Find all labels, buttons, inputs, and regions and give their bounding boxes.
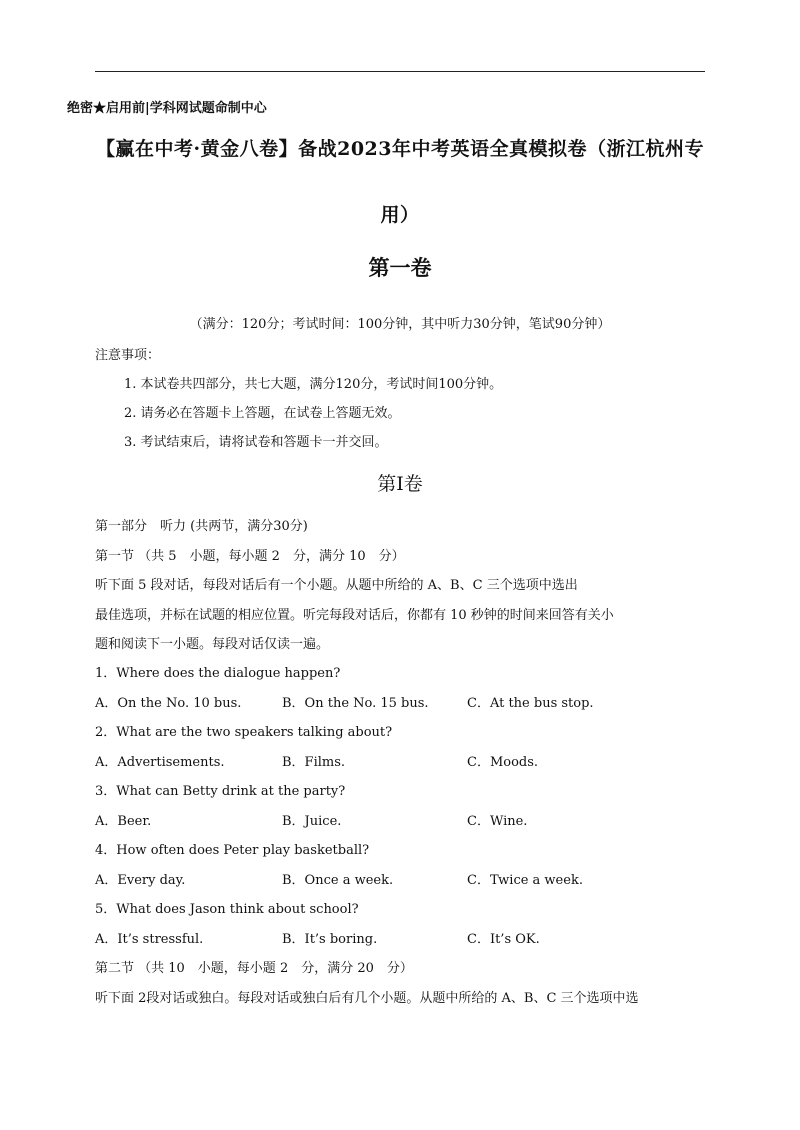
option-c: C．At the bus stop. — [467, 696, 594, 711]
option-a: A．It’s stressful. — [95, 932, 204, 947]
header-note: 绝密★启用前|学科网试题命制中心 — [67, 101, 267, 116]
exam-title-line1: 【赢在中考·黄金八卷】备战2023年中考英语全真模拟卷（浙江杭州专 — [96, 138, 704, 160]
option-c: C．Moods. — [467, 755, 539, 770]
option-a: A．On the No. 10 bus. — [95, 696, 242, 711]
notice-item: 1. 本试卷共四部分，共七大题，满分120分，考试时间100分钟。 — [124, 377, 503, 392]
section1-instruction: 听下面 5 段对话，每段对话后有一个小题。从题中所给的 A、B、C 三个选项中选出 — [95, 578, 578, 593]
part1-heading: 第一部分 听力 (共两节，满分30分) — [95, 519, 308, 534]
question-stem: 4．How often does Peter play basketball? — [95, 843, 370, 858]
notice-title: 注意事项： — [95, 348, 161, 363]
notice-item: 2. 请务必在答题卡上答题，在试卷上答题无效。 — [124, 406, 401, 421]
section2-heading: 第二节 （共 10 小题，每小题 2 分，满分 20 分） — [95, 961, 413, 976]
option-c: C．Wine. — [467, 814, 528, 829]
option-c: C．It’s OK. — [467, 932, 540, 947]
section1-instruction: 题和阅读下一小题。每段对话仅读一遍。 — [95, 637, 330, 652]
option-b: B．Once a week. — [282, 873, 394, 888]
question-stem: 3．What can Betty drink at the party? — [95, 784, 346, 799]
option-a: A．Beer. — [95, 814, 152, 829]
volume-heading: 第一卷 — [368, 255, 432, 280]
section1-instruction: 最佳选项，并标在试题的相应位置。听完每段对话后，你都有 10 秒钟的时间来回答有关小 — [95, 608, 614, 623]
top-rule — [95, 71, 705, 72]
part-volume-heading: 第I卷 — [377, 473, 423, 495]
section2-instruction: 听下面 2段对话或独白。每段对话或独白后有几个小题。从题中所给的 A、B、C 三个选项中选 — [95, 991, 639, 1006]
option-b: B．It’s boring. — [282, 932, 378, 947]
exam-title-line2: 用） — [380, 204, 420, 226]
exam-info: （满分：120分；考试时间：100分钟，其中听力30分钟，笔试90分钟） — [189, 317, 611, 332]
option-a: A．Advertisements. — [95, 755, 225, 770]
option-a: A．Every day. — [95, 873, 186, 888]
question-stem: 2．What are the two speakers talking about? — [95, 725, 393, 740]
option-b: B．On the No. 15 bus. — [282, 696, 429, 711]
question-stem: 5．What does Jason think about school? — [95, 902, 359, 917]
option-c: C．Twice a week. — [467, 873, 583, 888]
option-b: B．Films. — [282, 755, 346, 770]
notice-item: 3. 考试结束后，请将试卷和答题卡一并交回。 — [124, 435, 388, 450]
option-b: B．Juice. — [282, 814, 342, 829]
section1-heading: 第一节 （共 5 小题，每小题 2 分，满分 10 分） — [95, 549, 405, 564]
question-stem: 1．Where does the dialogue happen? — [95, 666, 341, 681]
